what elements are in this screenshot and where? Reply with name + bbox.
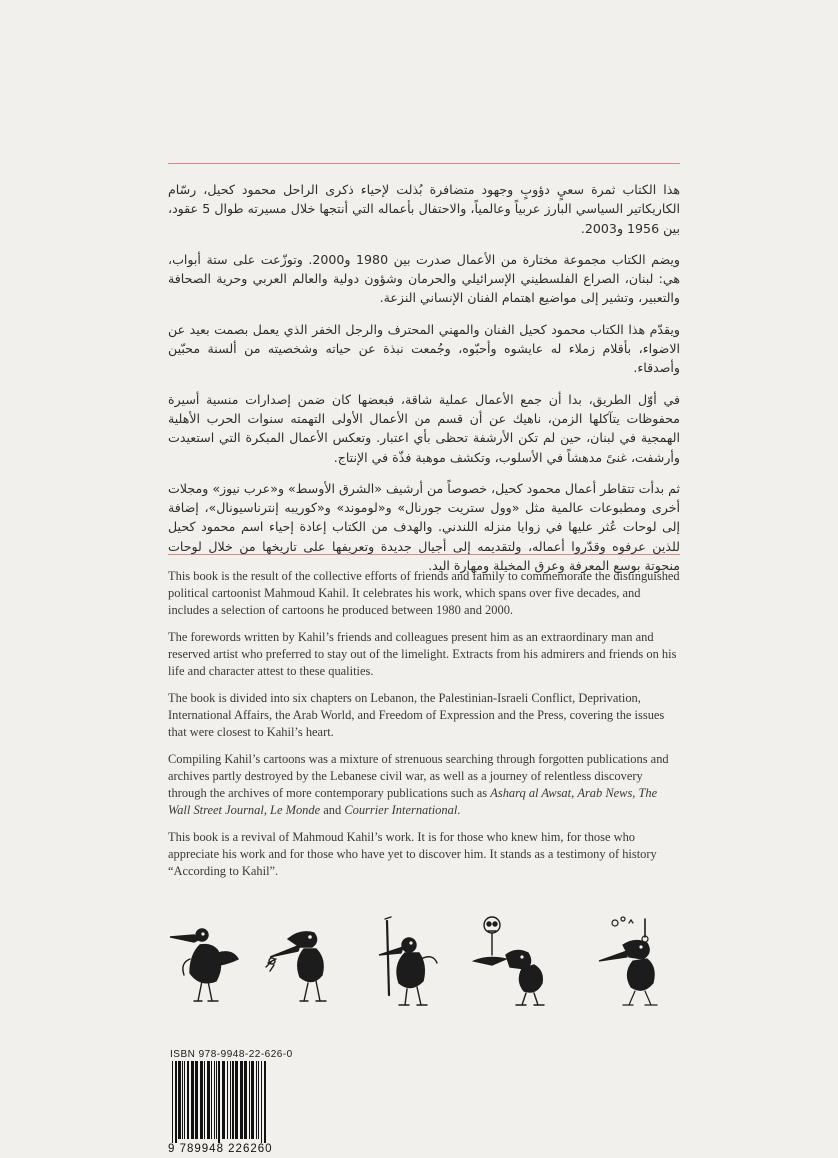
barcode-bar (172, 1061, 173, 1145)
english-text-block (168, 568, 680, 890)
barcode-bar (207, 1061, 210, 1139)
barcode-bar (178, 1061, 181, 1139)
barcode-bar (249, 1061, 250, 1139)
barcode-bar (214, 1061, 215, 1139)
barcode-bar (244, 1061, 247, 1139)
barcode-bar (182, 1061, 183, 1139)
arabic-paragraph-4: في أوّل الطريق، بدا أن جمع الأعمال عملية شاقة، فبعضها كان ضمن إصدارات منسية أسيرة محفوظات يتآكلها الزمن، ناهيك عن أن قسم من الأعمال الأولى التهمته سنوات الحرب الأهلية الهمجية في لبنان، حين لم تكن الأرشفة تحظى بأي اعتبار. وتعكس الأعمال المبكرة التي استعيدت وأرشفت، غنىً مدهشاً في الأسلوب، وتكشف موهبة فذّة في الإنتاج. (168, 391, 680, 465)
english-paragraph-5: This book is a revival of Mahmoud Kahil’s work. It is for those who knew him, for those who appreciate his work and for those who have yet to discover him. It stands as a testimony of history “According to Kahil”. (168, 830, 657, 878)
barcode-bar (200, 1061, 203, 1139)
arabic-paragraph-2: ويضم الكتاب مجموعة مختارة من الأعمال صدرت بين 1980 و2000. وتوزّعت على ستة أبواب، هي: لبنان، الصراع الفلسطيني الإسرائيلي والحرمان وشؤون دولية والعالم العربي وحرية الصحافة والتعبير، وتشير إلى مواضيع اهتمام الفنان الإنساني النزعة. (168, 251, 680, 306)
barcode-bar (184, 1061, 185, 1139)
barcode-bar (191, 1061, 194, 1139)
barcode-bar (222, 1061, 225, 1139)
barcode-bar (240, 1061, 243, 1139)
arabic-paragraph-1: هذا الكتاب ثمرة سعيٍ دؤوبٍ وجهود متضافرة بُذلت لإحياء ذكرى الراحل محمود كحيل، رسّام الكاريكاتير السياسي البارز عربياً وعالمياً، والاحتفال بأعماله التي أنتجها خلال مسيرته طوال 5 عقود، بين 1956 و2003. (168, 182, 680, 236)
arabic-text-block (168, 180, 680, 587)
barcode-bar (227, 1061, 228, 1139)
barcode-bar (230, 1061, 231, 1139)
publication-le-monde: Le Monde (270, 803, 321, 817)
english-paragraph-4 (168, 751, 680, 819)
cartoon-strip (160, 915, 680, 1015)
publication-asharq: Asharq al Awsat (490, 786, 572, 800)
barcode-bar (258, 1061, 259, 1139)
barcode-bar (235, 1061, 238, 1139)
barcode-bar (204, 1061, 205, 1139)
arabic-paragraph-3: ويقدّم هذا الكتاب محمود كحيل الفنان والمهني المحترف والرجل الخفر الذي يعمل بصمت بعيد عن الاضواء، بأقلام زملاء له عايشوه وأحبّوه، وجُمعت نبذة عن حياته وشخصيته من ألسنة محبّين وأصدقاء. (168, 321, 680, 376)
barcode-bar (264, 1061, 266, 1145)
barcode-bar (216, 1061, 217, 1139)
paragraph-4-text: Compiling Kahil’s cartoons was a mixture of strenuous searching through forgotten publications and archives partly destroyed by the Lebanese civil war, as well as a journey of relentless discovery through the archives of more contemporary publications such as (168, 752, 669, 800)
separator: and (320, 803, 345, 817)
barcode-bar (211, 1061, 212, 1139)
barcode-number: 9 789948 226260 (168, 1143, 273, 1155)
publication-wsj: The Wall Street Journal (168, 786, 658, 817)
crow-cartoon-1 (160, 915, 250, 1015)
barcode-bar (187, 1061, 189, 1139)
crow-cartoon-5 (585, 915, 675, 1015)
separator: , (571, 786, 578, 800)
barcode-image (170, 1061, 300, 1145)
barcode-bar (218, 1061, 220, 1145)
publication-arab-news: Arab News (577, 786, 633, 800)
english-paragraph-2: The forewords written by Kahil’s friends and colleagues present him as an extraordinary man and reserved artist who preferred to stay out of the limelight. Extracts from his admirers and friends on his life and character attest to these qualities. (168, 630, 677, 678)
crow-cartoon-3 (365, 915, 455, 1015)
isbn-label: ISBN 978-9948-22-626-0 (170, 1049, 293, 1060)
crow-cartoon-2 (260, 915, 350, 1015)
publication-courrier: Courrier International (344, 803, 458, 817)
barcode-bar (232, 1061, 234, 1139)
separator: , (632, 786, 639, 800)
english-paragraph-3: The book is divided into six chapters on Lebanon, the Palestinian-Israeli Conflict, Deprivation, International Affairs, the Arab World, and Freedom of Expression and the Press, covering the issues that were closest to Kahil’s heart. (168, 691, 665, 739)
barcode-bar (251, 1061, 254, 1139)
arabic-paragraph-5: ثم بدأت تتقاطر أعمال محمود كحيل، خصوصاً من أرشيف «الشرق الأوسط» و«عرب نيوز» ومجلات أخرى ومطبوعات عالمية مثل «وول ستريت جورنال» و«لوموند» و«كوريبه إنترناسيونال»، إضافة إلى لوحات عُثر عليها في زوايا منزله اللندني. والهدف من الكتاب إعادة إحياء اسم محمود كحيل للذين عرفوه وقدّروا أعماله، ولتقديمه إلى أجيال جديدة وتعريفها على تاريخها من خلال لوحات منحوتة بوسع المعرفة وعرق المخيلة ومهارة اليد. (167, 480, 680, 574)
barcode-bar (261, 1061, 262, 1145)
separator: , (263, 803, 271, 817)
barcode-bar (195, 1061, 198, 1139)
barcode-bar (175, 1061, 177, 1145)
top-divider (168, 163, 680, 164)
barcode-bar (256, 1061, 257, 1139)
middle-divider (168, 554, 680, 555)
english-paragraph-1: This book is the result of the collective efforts of friends and family to commemorate the distinguished political cartoonist Mahmoud Kahil. It celebrates his work, which spans over five decades, and includes a selection of cartoons he produced between 1980 and 2000. (168, 569, 680, 617)
crow-cartoon-4 (470, 915, 560, 1015)
period: . (457, 803, 461, 817)
